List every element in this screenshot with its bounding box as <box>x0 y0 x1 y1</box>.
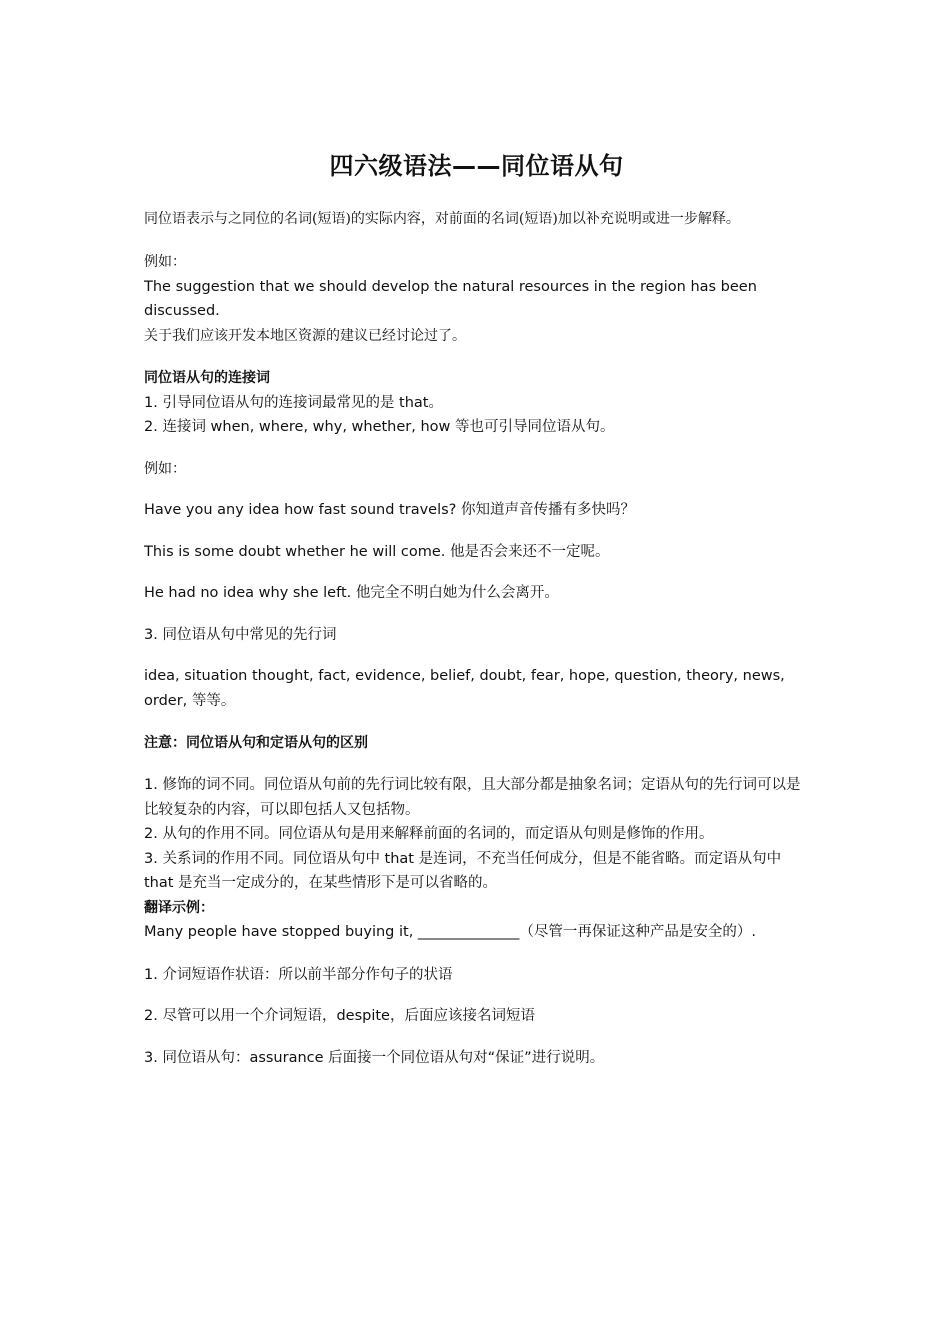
antecedents-heading: 3. 同位语从句中常见的先行词 <box>144 627 337 643</box>
translation-tip-2: 2. 尽管可以用一个介词短语，despite，后面应该接名词短语 <box>144 1008 535 1024</box>
example-2-sentence-2: This is some doubt whether he will come. 他是否会来还不一定呢。 <box>144 544 610 560</box>
note-heading: 注意：同位语从句和定语从句的区别 <box>144 735 368 751</box>
example-sentence-en: The suggestion that we should develop the natural resources in the region has been discussed. <box>144 278 757 319</box>
translation-tip-1: 1. 介词短语作状语：所以前半部分作句子的状语 <box>144 967 453 983</box>
intro-paragraph: 同位语表示与之同位的名词(短语)的实际内容，对前面的名词(短语)加以补充说明或进一步解释。 <box>144 211 740 227</box>
antecedents-list: idea, situation thought, fact, evidence, belief, doubt, fear, hope, question, theory, news, order, 等等。 <box>144 668 785 709</box>
note-item-3: 3. 关系词的作用不同。同位语从句中 that 是连词，不充当任何成分，但是不能省略。而定语从句中 that 是充当一定成分的，在某些情形下是可以省略的。 <box>144 850 782 891</box>
example-2-sentence-3: He had no idea why she left. 他完全不明白她为什么会离开。 <box>144 585 559 601</box>
connectives-item-1: 1. 引导同位语从句的连接词最常见的是 that。 <box>144 394 443 411</box>
note-section <box>144 773 809 945</box>
translation-tip-3: 3. 同位语从句：assurance 后面接一个同位语从句对“保证”进行说明。 <box>144 1050 605 1066</box>
page-title: 四六级语法——同位语从句 <box>329 152 624 180</box>
example-2-label: 例如： <box>144 461 186 477</box>
example-2-sentence-1: Have you any idea how fast sound travels? 你知道声音传播有多快吗？ <box>144 502 635 518</box>
connectives-item-2: 2. 连接词 when, where, why, whether, how 等也可引导同位语从句。 <box>144 419 615 435</box>
example-1 <box>144 250 809 348</box>
example-sentence-zh: 关于我们应该开发本地区资源的建议已经讨论过了。 <box>144 327 466 344</box>
translation-sentence: Many people have stopped buying it, ______________（尽管一再保证这种产品是安全的）. <box>144 924 757 940</box>
translation-heading: 翻译示例： <box>144 899 214 916</box>
example-label: 例如： <box>144 254 186 270</box>
connectives-section <box>144 366 809 440</box>
connectives-heading: 同位语从句的连接词 <box>144 370 270 386</box>
note-item-1: 1. 修饰的词不同。同位语从句前的先行词比较有限，且大部分都是抽象名词；定语从句的先行词可以是比较复杂的内容，可以即包括人又包括物。 <box>144 777 801 818</box>
note-item-2: 2. 从句的作用不同。同位语从句是用来解释前面的名词的，而定语从句则是修饰的作用。 <box>144 826 714 842</box>
